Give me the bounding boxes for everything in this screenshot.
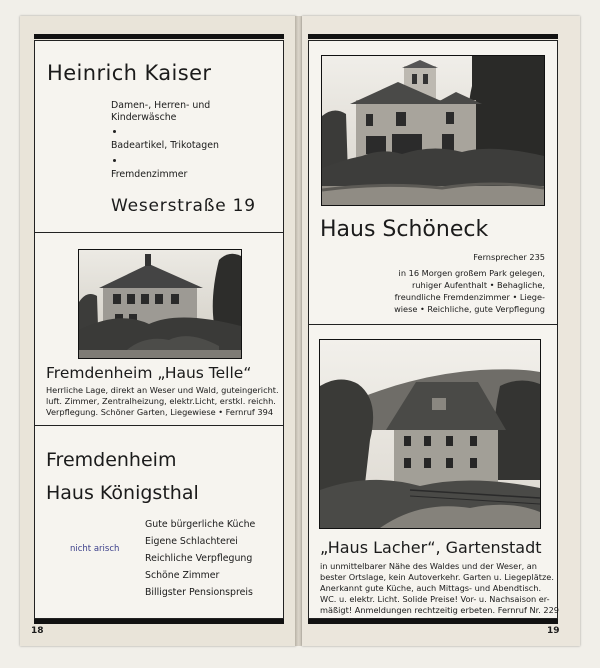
kaiser-line: Kinderwäsche xyxy=(111,112,177,123)
haus-schoeneck-photo xyxy=(321,55,545,206)
kaiser-address: Weserstraße 19 xyxy=(111,196,256,216)
schoeneck-text-line: freundliche Fremdenzimmer • Liege- xyxy=(394,292,545,302)
page-number-left: 18 xyxy=(31,626,44,636)
ad-haus-koenigsthal xyxy=(34,425,284,619)
kaiser-name: Heinrich Kaiser xyxy=(47,61,212,85)
lacher-text-line: WC. u. elektr. Licht. Solide Preise! Vor- u. Nachsaison er- xyxy=(320,594,550,604)
koenigsthal-title-1: Fremdenheim xyxy=(46,449,177,471)
haus-telle-photo xyxy=(78,249,242,359)
koenigsthal-item: Eigene Schlachterei xyxy=(145,536,238,547)
schoeneck-phone: Fernsprecher 235 xyxy=(473,252,545,262)
bullet xyxy=(113,159,116,162)
kaiser-line: Badeartikel, Trikotagen xyxy=(111,140,219,151)
lacher-text-line: Anerkannt gute Küche, auch Mittags- und Abendtisch. xyxy=(320,583,542,593)
bottom-rule-left xyxy=(34,619,284,624)
ad-haus-schoeneck xyxy=(308,40,558,325)
page-number-right: 19 xyxy=(547,626,560,636)
haus-lacher-photo xyxy=(319,339,541,529)
koenigsthal-title-2: Haus Königsthal xyxy=(46,482,199,504)
telle-text-line: luft. Zimmer, Zentralheizung, elektr.Licht, erstkl. reichh. xyxy=(46,396,276,406)
lacher-text-line: in unmittelbarer Nähe des Waldes und der Weser, an xyxy=(320,561,537,571)
top-rule-right xyxy=(308,34,558,39)
schoeneck-text-line: in 16 Morgen großem Park gelegen, xyxy=(398,268,545,278)
bullet xyxy=(113,130,116,133)
schoeneck-text-line: wiese • Reichliche, gute Verpflegung xyxy=(394,304,545,314)
nicht-arisch-stamp: nicht arisch xyxy=(70,544,120,554)
telle-text-line: Herrliche Lage, direkt an Weser und Wald, guteingericht. xyxy=(46,385,279,395)
ad-heinrich-kaiser xyxy=(34,40,284,233)
kaiser-line: Damen-, Herren- und xyxy=(111,100,211,111)
koenigsthal-item: Gute bürgerliche Küche xyxy=(145,519,256,530)
lacher-text-line: mäßigt! Anmeldungen rechtzeitig erbeten. Fernruf Nr. 229 xyxy=(320,605,560,615)
schoeneck-text-line: ruhiger Aufenthalt • Behagliche, xyxy=(412,280,545,290)
koenigsthal-item: Reichliche Verpflegung xyxy=(145,553,253,564)
bottom-rule-right xyxy=(308,619,558,624)
telle-title: Fremdenheim „Haus Telle“ xyxy=(46,364,252,382)
lacher-text-line: bester Ortslage, kein Autoverkehr. Garten u. Liegeplätze. xyxy=(320,572,554,582)
top-rule-left xyxy=(34,34,284,39)
lacher-title: „Haus Lacher“, Gartenstadt xyxy=(320,538,542,557)
ad-haus-telle xyxy=(34,232,284,426)
kaiser-line: Fremdenzimmer xyxy=(111,169,188,180)
ad-haus-lacher xyxy=(308,324,558,619)
koenigsthal-item: Billigster Pensionspreis xyxy=(145,587,253,598)
telle-text-line: Verpflegung. Schöner Garten, Liegewiese • Fernruf 394 xyxy=(46,407,274,417)
schoeneck-title: Haus Schöneck xyxy=(320,217,489,242)
koenigsthal-item: Schöne Zimmer xyxy=(145,570,220,581)
